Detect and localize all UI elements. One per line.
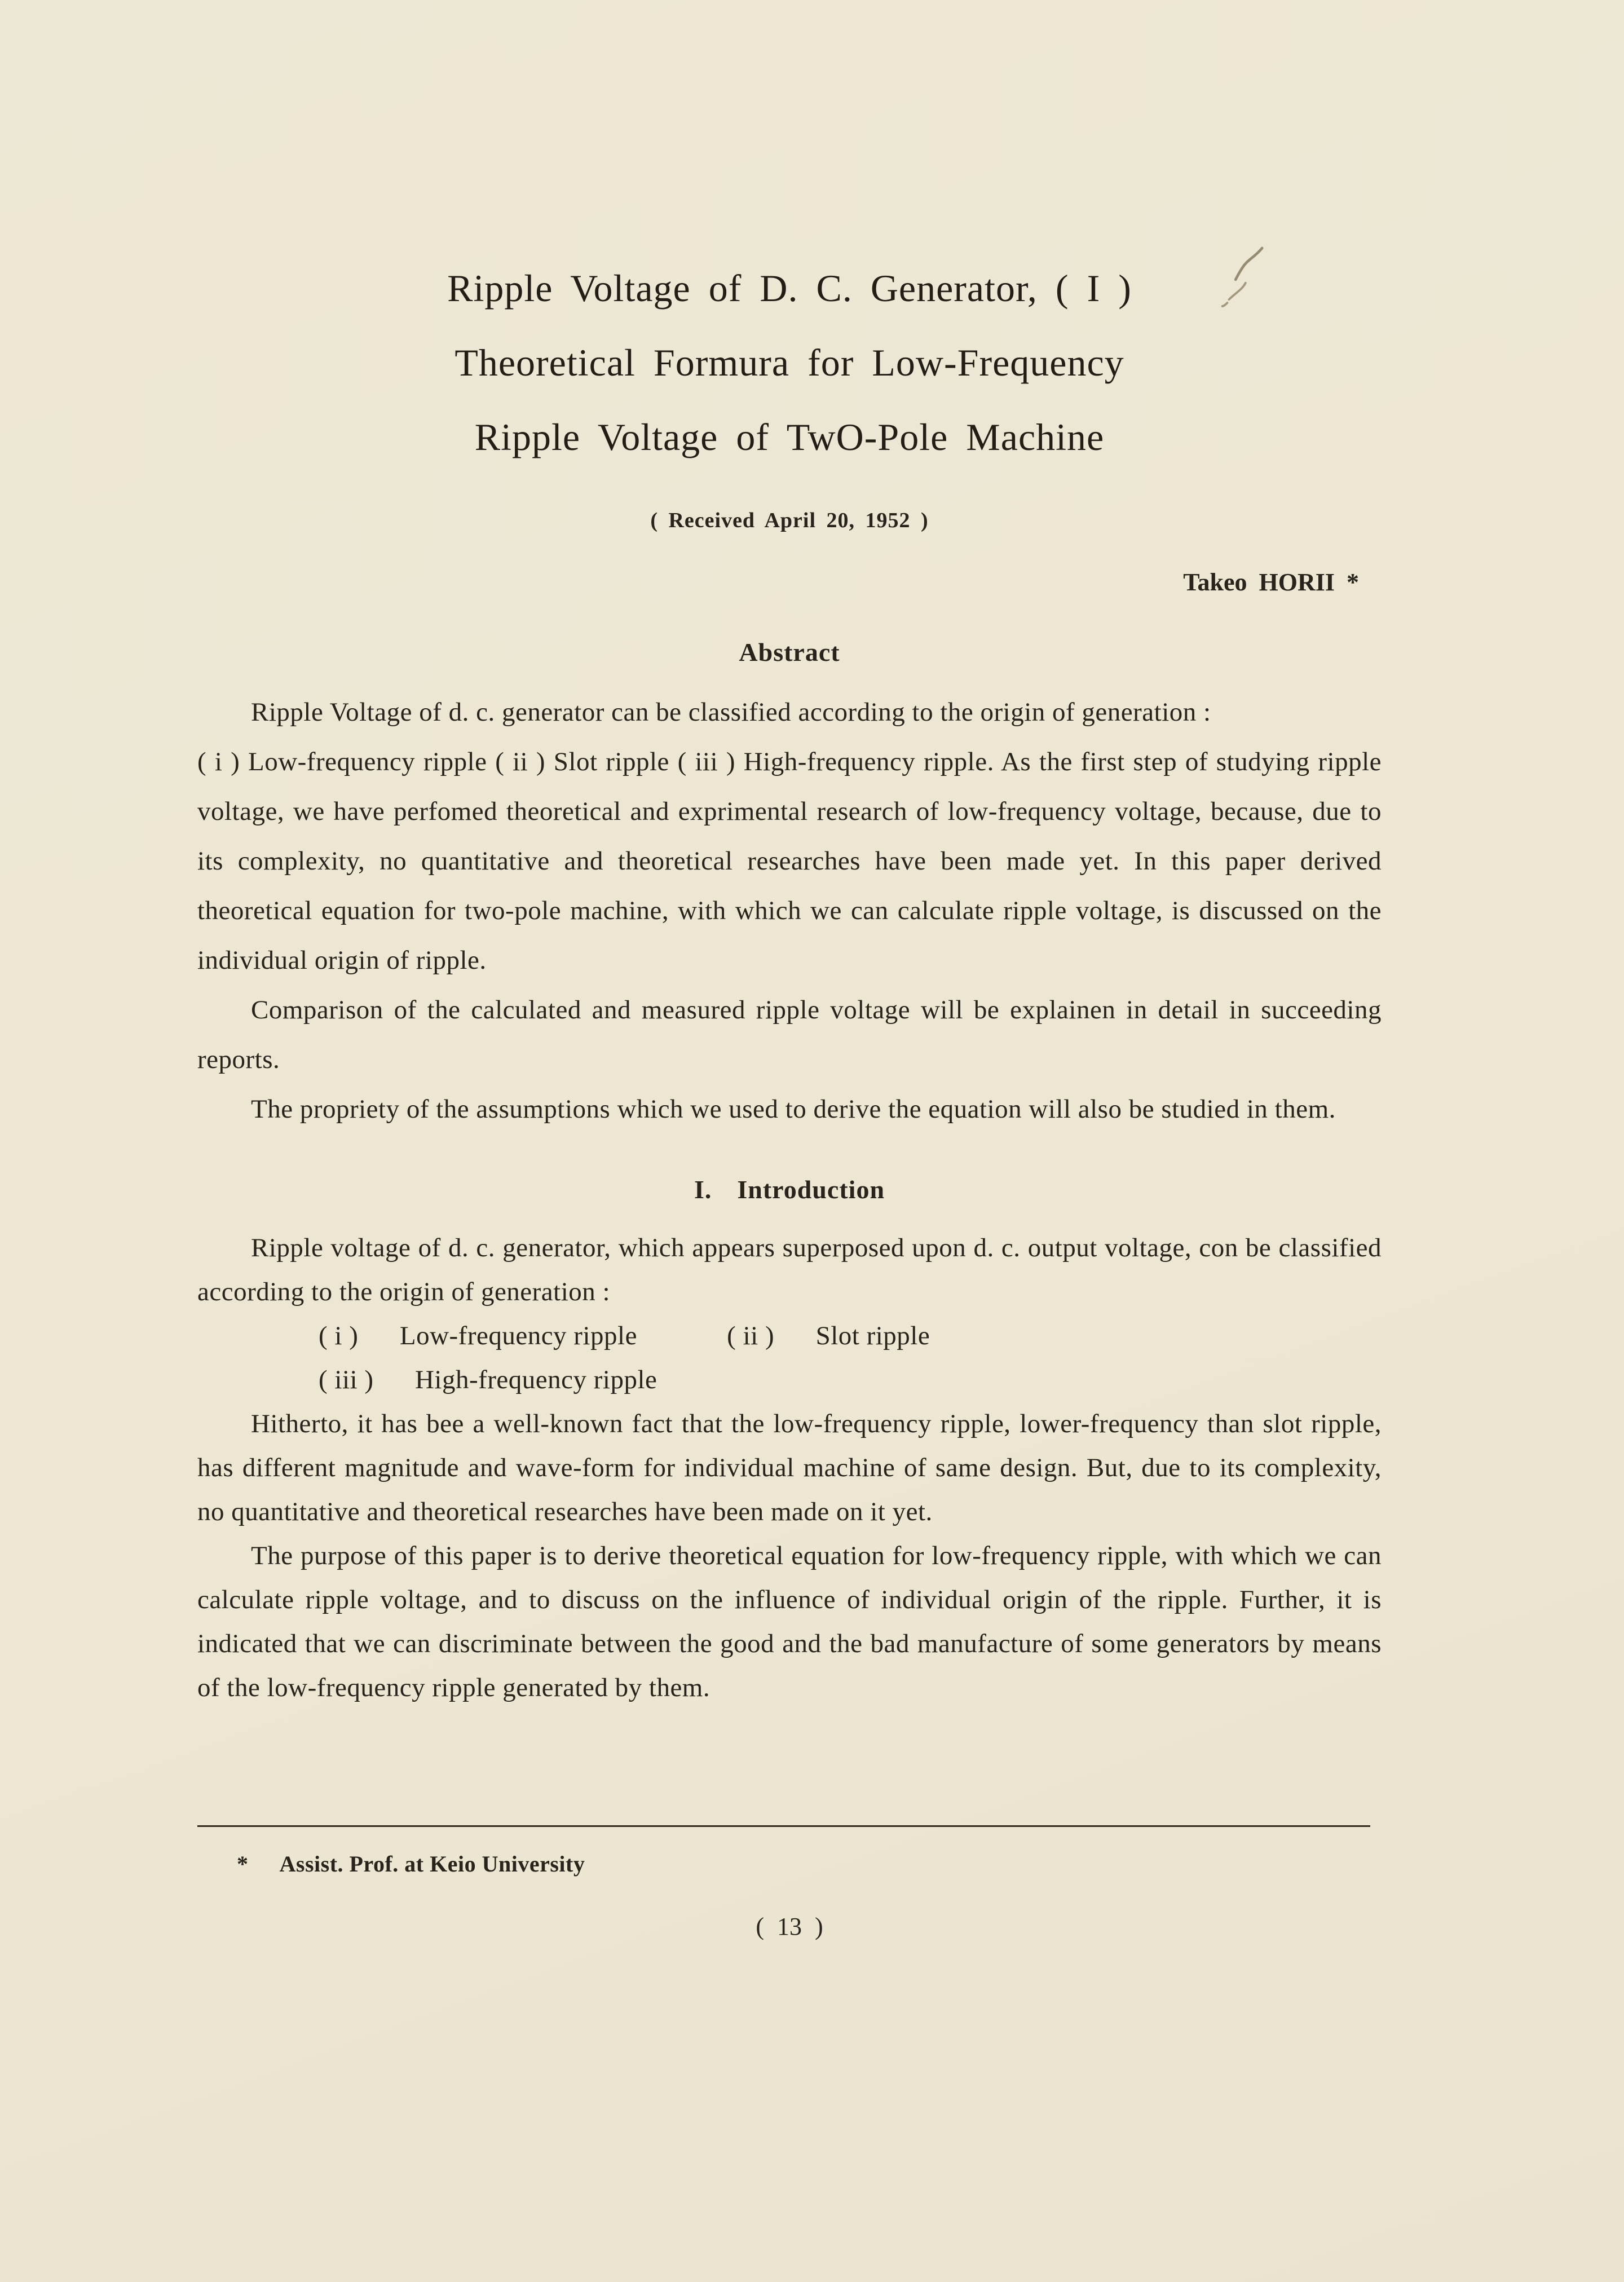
title-line-2: Theoretical Formura for Low-Frequency bbox=[454, 341, 1124, 384]
title-line-1: Ripple Voltage of D. C. Generator, ( I ) bbox=[447, 267, 1132, 310]
ripple-type-list-line-1: ( i ) Low-frequency ripple ( ii ) Slot ripple bbox=[319, 1321, 930, 1350]
page-content bbox=[197, 0, 1382, 1941]
abstract-paragraph-4: The propriety of the assumptions which we used to derive the equation will also be studied in them. bbox=[251, 1094, 1336, 1124]
introduction-body bbox=[197, 1226, 1382, 1710]
abstract-body bbox=[197, 687, 1382, 1134]
introduction-paragraph-1: Ripple voltage of d. c. generator, which appears superposed upon d. c. output voltage, con be classified according to the origin of generation : bbox=[197, 1233, 1382, 1306]
footnote-marker: * bbox=[237, 1851, 249, 1877]
author-name: Takeo HORII * bbox=[1183, 568, 1359, 596]
ripple-type-list-line-2: ( iii ) High-frequency ripple bbox=[319, 1365, 657, 1394]
footnote-text: Assist. Prof. at Keio University bbox=[279, 1851, 585, 1877]
abstract-paragraph-3: Comparison of the calculated and measured ripple voltage will be explainen in detail in succeeding reports. bbox=[197, 995, 1382, 1074]
ink-smudge-mark bbox=[1212, 242, 1269, 313]
abstract-paragraph-2: ( i ) Low-frequency ripple ( ii ) Slot ripple ( iii ) High-frequency ripple. As the first step of studying ripple voltage, we have perfomed theoretical and exprimental research of low-frequency voltage, because, due to its complexity, no quantitative and theoretical researches have been made yet. In this paper derived theoretical equation for two-pole machine, with which we can calculate ripple voltage, is discussed on the individual origin of ripple. bbox=[197, 747, 1382, 975]
introduction-paragraph-2: Hitherto, it has bee a well-known fact that the low-frequency ripple, lower-frequency than slot ripple, has different magnitude and wave-form for individual machine of same design. But, due to its complexity, no quantitative and theoretical researches have been made on it yet. bbox=[197, 1409, 1382, 1526]
page-number: ( 13 ) bbox=[756, 1913, 823, 1940]
introduction-heading-text: Introduction bbox=[737, 1175, 885, 1204]
introduction-heading bbox=[197, 1175, 1382, 1204]
introduction-paragraph-3: The purpose of this paper is to derive theoretical equation for low-frequency ripple, with which we can calculate ripple voltage, and to discuss on the influence of individual origin of the ripple. Further, it is indicated that we can discriminate between the good and the bad manufacture of some generators by means of the low-frequency ripple generated by them. bbox=[197, 1541, 1382, 1702]
footnote-divider bbox=[197, 1825, 1370, 1827]
introduction-heading-number: I. bbox=[694, 1175, 712, 1204]
footnote bbox=[197, 1851, 1382, 1877]
abstract-heading: Abstract bbox=[739, 638, 840, 666]
title-line-3: Ripple Voltage of TwO-Pole Machine bbox=[474, 416, 1105, 458]
received-date: ( Received April 20, 1952 ) bbox=[650, 509, 929, 532]
paper-title bbox=[197, 251, 1382, 474]
abstract-paragraph-1: Ripple Voltage of d. c. generator can be classified according to the origin of generation : bbox=[251, 698, 1211, 727]
